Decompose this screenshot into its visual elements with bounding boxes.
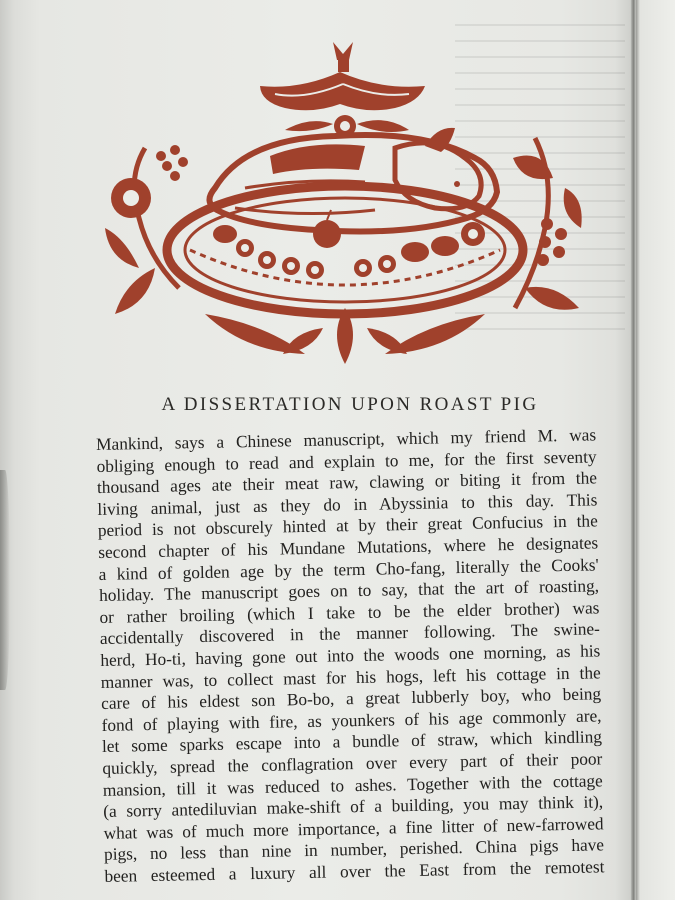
text-line: period is not obscurely hinted at by their great Confucius in the bbox=[97, 511, 598, 541]
text-line: accidentally discovered in the manner following. The swine- bbox=[99, 619, 601, 649]
text-line: what was of much more importance, a fine litter of new-farrowed bbox=[103, 814, 604, 843]
roast-pig-illustration bbox=[95, 38, 590, 368]
text-line: (a sorry antediluvian make-shift of a building, you may think it), bbox=[103, 792, 604, 822]
left-page-shadow bbox=[0, 470, 10, 690]
text-line: care of his eldest son Bo-bo, a great lubberly boy, who being bbox=[100, 684, 602, 714]
text-line: let some sparks escape into a bundle of straw, which kindling bbox=[101, 727, 603, 757]
text-line: second chapter of his Mundane Mutations, where he designates bbox=[98, 533, 599, 562]
text-line: obliging enough to read and explain to me, for the first seventy bbox=[96, 446, 597, 476]
text-line: fond of playing with fire, as younkers of his age commonly are, bbox=[101, 706, 602, 735]
body-text bbox=[96, 424, 605, 887]
text-line: quickly, spread the conflagration over every part of their poor bbox=[102, 749, 603, 778]
text-line: thousand ages ate their meat raw, clawing or biting it from the bbox=[96, 468, 598, 498]
text-line: living animal, just as they do in Abyssinia to this day. This bbox=[97, 490, 598, 519]
book-spine-edge bbox=[631, 0, 636, 900]
text-line: manner was, to collect mast for his hogs, left his cottage in the bbox=[100, 662, 601, 692]
text-line: Mankind, says a Chinese manuscript, which my friend M. was bbox=[96, 425, 597, 454]
text-line: been esteemed a luxury all over the East from the remotest bbox=[104, 857, 605, 886]
text-line: mansion, till it was reduced to ashes. Together with the cottage bbox=[102, 770, 603, 800]
text-line: a kind of golden age by the term Cho-fang, literally the Cooks' bbox=[98, 554, 599, 584]
text-line: pigs, no less than nine in number, perished. China pigs have bbox=[103, 835, 605, 865]
text-line: or rather broiling (which I take to be the elder brother) was bbox=[99, 598, 600, 627]
text-line: herd, Ho-ti, having gone out into the woods one morning, as his bbox=[100, 641, 601, 670]
page-title: A DISSERTATION UPON ROAST PIG bbox=[161, 394, 539, 415]
text-line: holiday. The manuscript goes on to say, that the art of roasting, bbox=[98, 576, 600, 606]
